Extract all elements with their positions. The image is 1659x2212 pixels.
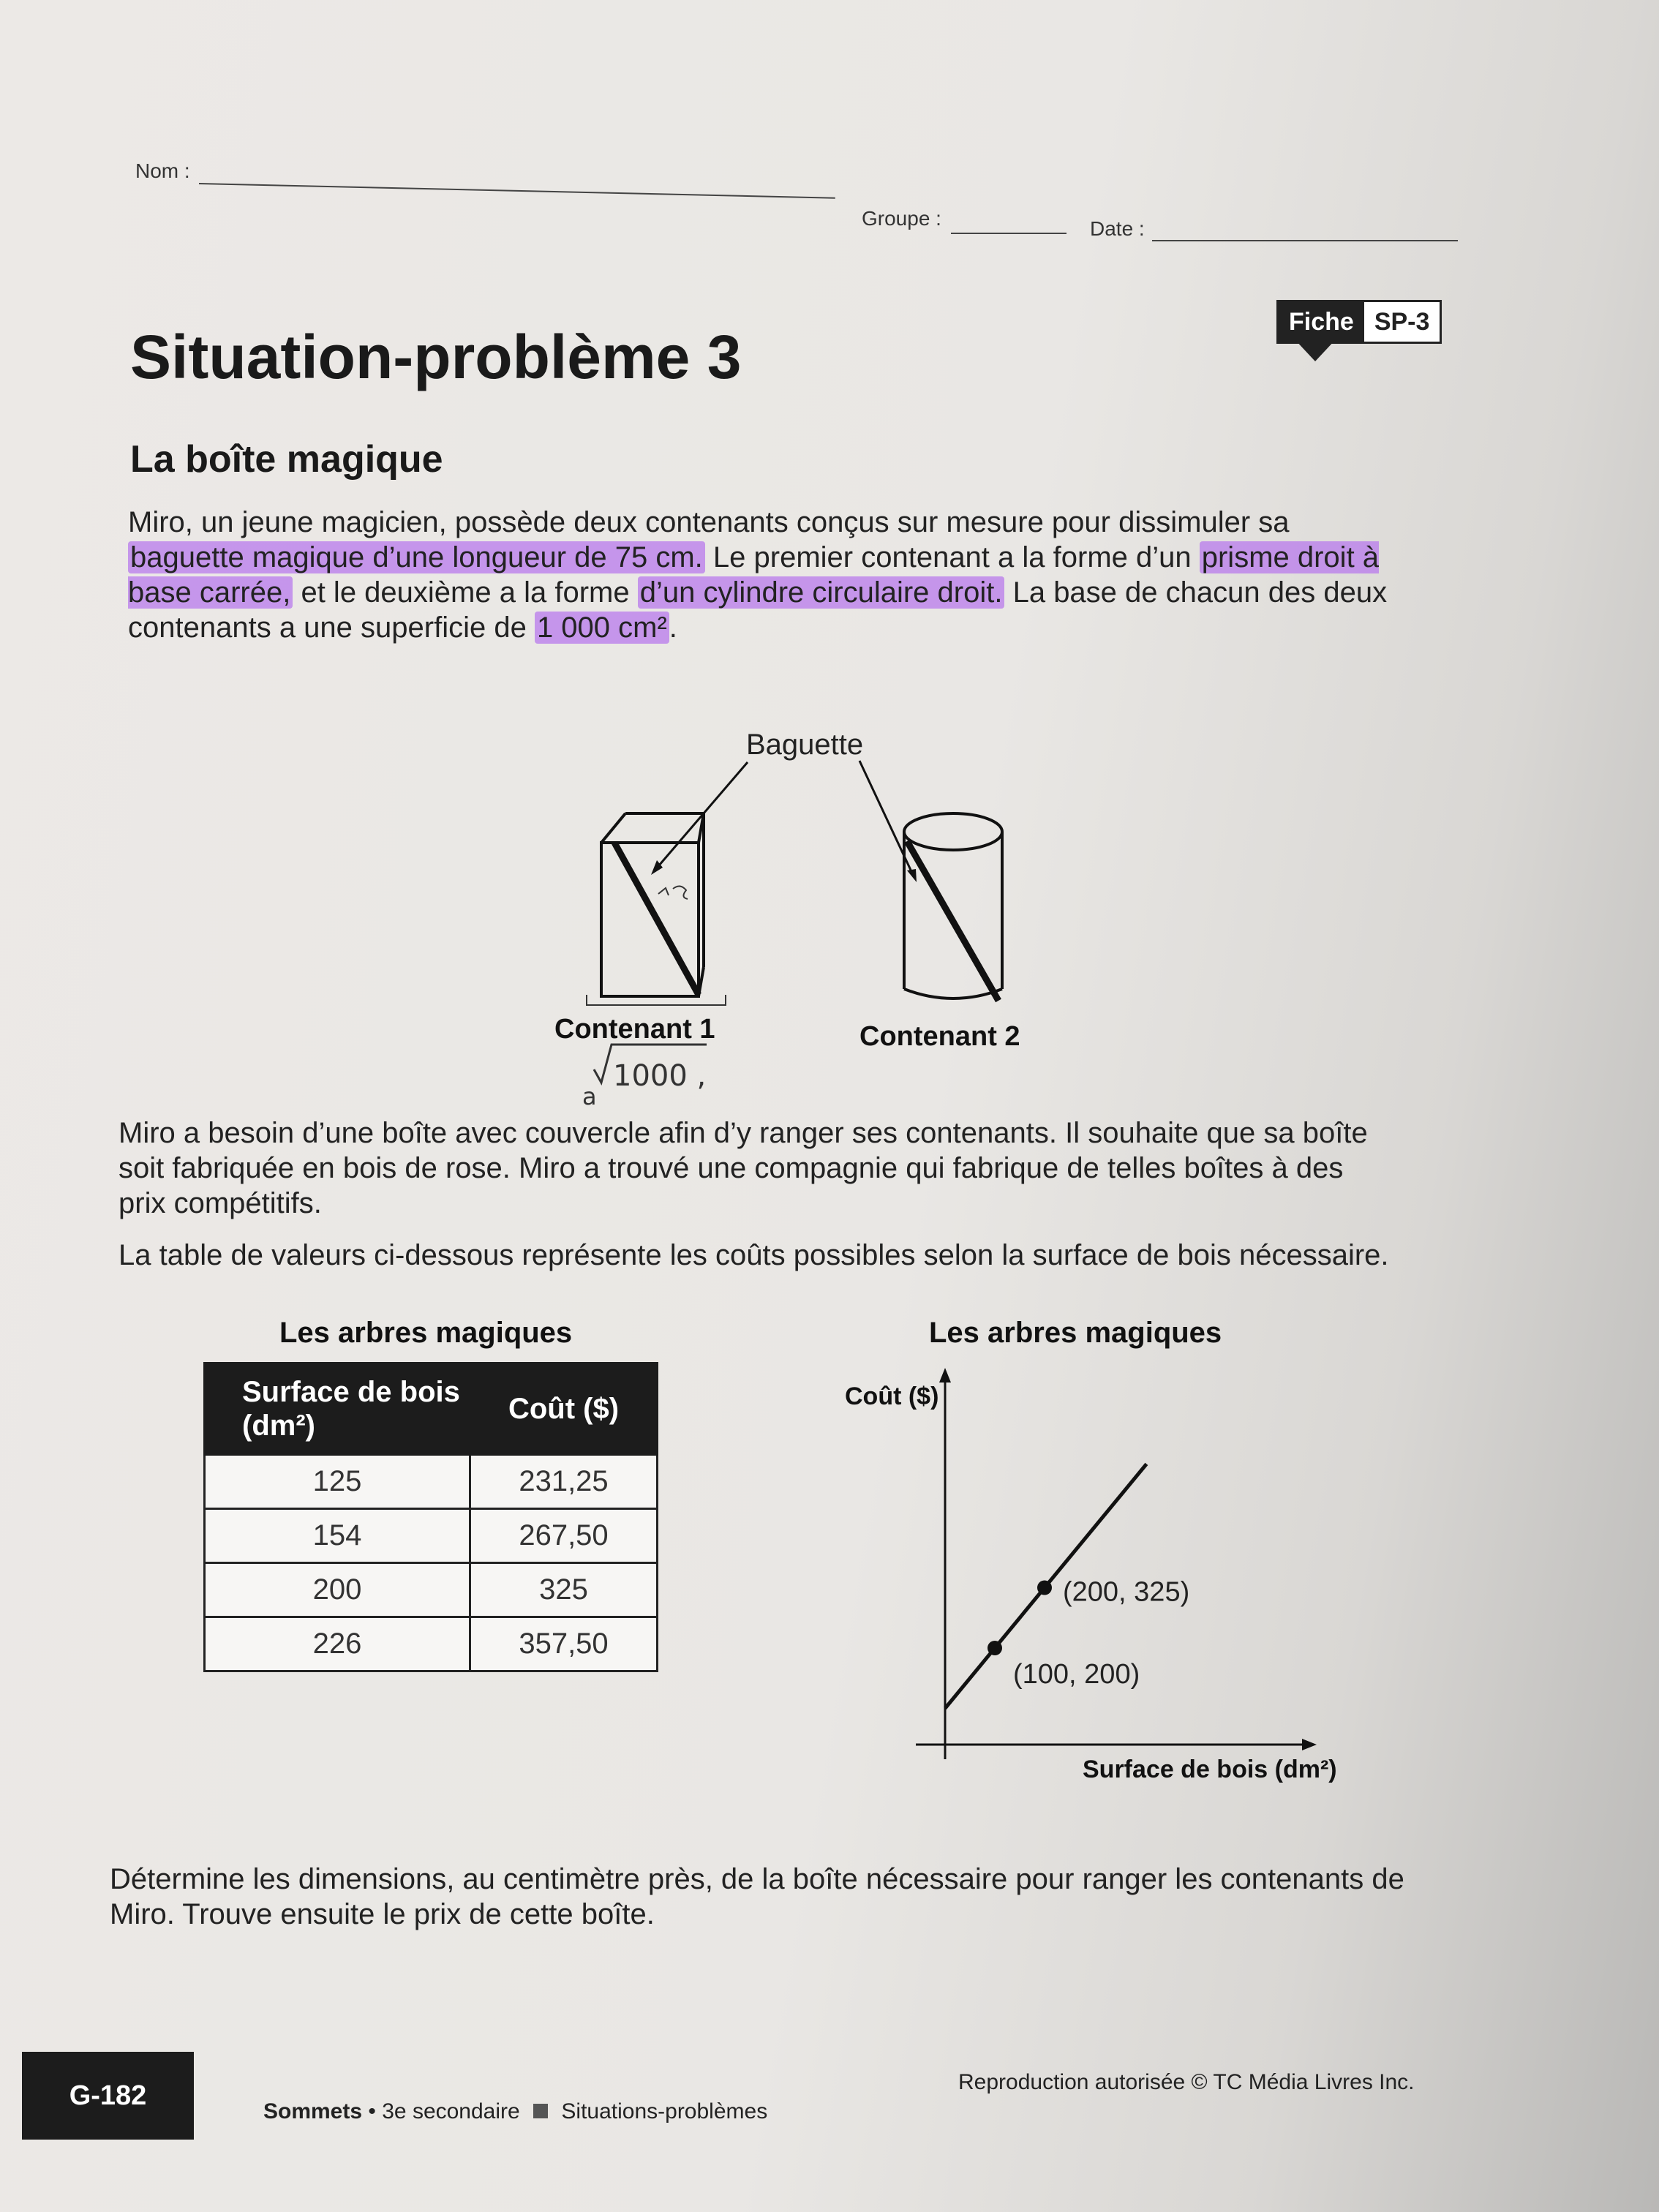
data-label: (200, 325): [1063, 1576, 1190, 1608]
intro-text-4: La base de chacun des deux contenants a une superficie de: [128, 576, 1388, 644]
page-number: G-182: [69, 2080, 147, 2111]
wand-in-cylinder: [907, 841, 998, 1001]
chart-xlabel: Surface de bois (dm²): [1083, 1756, 1337, 1783]
callout-arrow-2: [907, 869, 917, 882]
cell-surface: 154: [205, 1509, 470, 1563]
header-cout: Coût ($): [470, 1363, 658, 1455]
table-row: [205, 1509, 658, 1563]
footer-section: Situations-problèmes: [561, 2099, 768, 2123]
handwritten-mark: [658, 886, 688, 899]
data-label: (100, 200): [1013, 1659, 1140, 1690]
highlight-superficie: 1 000 cm²: [535, 612, 669, 644]
chart-title: Les arbres magiques: [929, 1317, 1222, 1349]
table-caption: Les arbres magiques: [279, 1317, 573, 1349]
paragraph-besoin: Miro a besoin d’une boîte avec couvercle afin d’y ranger ses contenants. Il souhaite que sa boîte soit fabriquée en bois de rose. Miro a trouvé une compagnie qui fabrique de telles boîtes à des prix compétitifs.: [118, 1117, 1368, 1219]
intro-text-2: Le premier contenant a la forme d’un: [704, 541, 1200, 573]
nom-label: Nom :: [135, 159, 190, 182]
intro-text-3: et le deuxième a la forme: [293, 576, 638, 609]
baguette-label: Baguette: [746, 729, 864, 761]
cell-surface: 200: [205, 1563, 470, 1617]
cost-table: [203, 1362, 658, 1672]
cell-surface: 226: [205, 1617, 470, 1671]
container1-label: Contenant 1: [554, 1014, 715, 1045]
intro-text-5: .: [669, 612, 677, 644]
data-point: [988, 1641, 1002, 1655]
highlight-cylindre: d’un cylindre circulaire droit.: [638, 576, 1005, 609]
cost-chart: [841, 1361, 1339, 1799]
section-subtitle: La boîte magique: [130, 438, 443, 481]
footer-level: 3e secondaire: [382, 2099, 520, 2123]
y-axis-arrow: [939, 1368, 951, 1382]
cylinder-container: [904, 813, 1002, 998]
cell-cout: 267,50: [470, 1509, 658, 1563]
date-label: Date :: [1090, 217, 1145, 240]
fiche-word: Fiche: [1279, 302, 1364, 342]
footer-book: Sommets • 3e secondaire Situations-problèmes: [263, 2099, 768, 2123]
table-row: [205, 1617, 658, 1671]
cell-cout: 325: [470, 1563, 658, 1617]
x-axis-arrow: [1302, 1739, 1317, 1750]
footer-square-icon: [533, 2104, 548, 2118]
page-title: Situation-problème 3: [130, 323, 742, 391]
table-row: [205, 1455, 658, 1509]
page-number-tab: [22, 2052, 194, 2140]
data-point: [1037, 1581, 1052, 1595]
highlight-prisme: prisme droit à base carrée,: [128, 541, 1380, 609]
table-row: [205, 1563, 658, 1617]
callout-line-2: [859, 761, 914, 878]
header-surface: Surface de bois (dm²): [205, 1363, 470, 1455]
question-paragraph: Détermine les dimensions, au centimètre près, de la boîte nécessaire pour ranger les contenants de Miro. Trouve ensuite le prix de cette boîte.: [110, 1863, 1404, 1930]
handwritten-a: a: [582, 1083, 597, 1110]
paragraph-table-intro: La table de valeurs ci-dessous représente les coûts possibles selon la surface de bois nécessaire.: [118, 1239, 1389, 1271]
cell-surface: 125: [205, 1455, 470, 1509]
container2-label: Contenant 2: [859, 1021, 1020, 1052]
cell-cout: 231,25: [470, 1455, 658, 1509]
groupe-label: Groupe :: [862, 207, 941, 230]
handwritten-1000: 1000 ,: [613, 1059, 707, 1093]
callout-line-1: [655, 762, 748, 870]
highlight-baguette: baguette magique d’une longueur de 75 cm.: [128, 541, 705, 573]
cell-cout: 357,50: [470, 1617, 658, 1671]
intro-text-1: Miro, un jeune magicien, possède deux contenants conçus sur mesure pour dissimuler sa: [128, 506, 1290, 538]
chart-ylabel: Coût ($): [845, 1382, 939, 1410]
fiche-code: SP-3: [1364, 302, 1440, 342]
footer-book-title: Sommets: [263, 2099, 363, 2123]
footer-copyright: Reproduction autorisée © TC Média Livres Inc.: [958, 2070, 1415, 2094]
